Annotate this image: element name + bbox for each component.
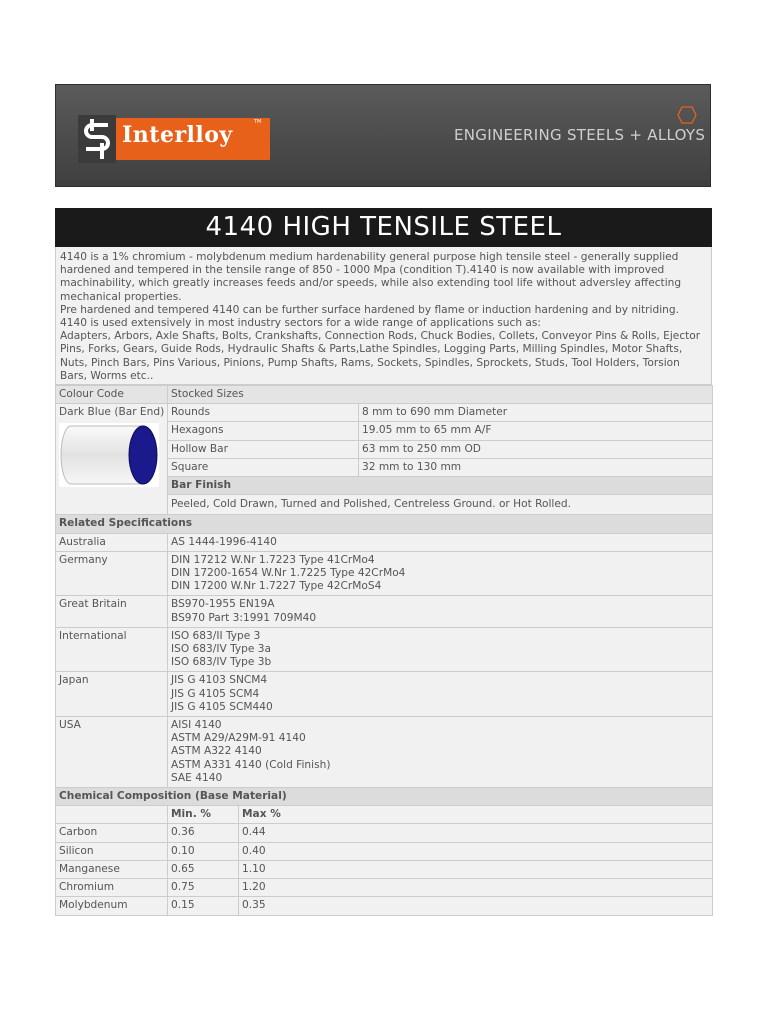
size-range: 19.05 mm to 65 mm A/F (359, 422, 713, 440)
table-row (56, 879, 713, 897)
element-max: 0.40 (239, 842, 713, 860)
related-specs-header: Related Specifications (56, 515, 713, 533)
table-row (56, 533, 713, 551)
table-row (56, 824, 713, 842)
element-max: 1.10 (239, 860, 713, 878)
tagline: ENGINEERING STEELS + ALLOYS (454, 126, 706, 144)
stocked-sizes-header: Stocked Sizes (168, 386, 713, 404)
spec-line: BS970-1955 EN19A (171, 598, 275, 611)
table-row (56, 788, 713, 806)
page-title: 4140 HIGH TENSILE STEEL (55, 208, 712, 247)
table-row (56, 515, 713, 533)
spec-values (168, 533, 713, 551)
spec-line: ISO 683/IV Type 3b (171, 656, 272, 669)
element-min: 0.36 (168, 824, 239, 842)
spec-line: ASTM A331 4140 (Cold Finish) (171, 758, 331, 771)
intro-text (55, 247, 712, 385)
element-max: 1.20 (239, 879, 713, 897)
spec-table (55, 385, 713, 916)
table-row (56, 551, 713, 596)
element-name: Carbon (56, 824, 168, 842)
element-max: 0.35 (239, 897, 713, 915)
spec-line: JIS G 4105 SCM440 (171, 700, 273, 713)
size-range: 32 mm to 130 mm (359, 458, 713, 476)
header-banner (55, 84, 711, 187)
spec-line: JIS G 4105 SCM4 (171, 687, 260, 700)
spec-country: Great Britain (56, 596, 168, 627)
bar-end-image-icon (59, 423, 159, 487)
element-min: 0.15 (168, 897, 239, 915)
table-row (56, 860, 713, 878)
colour-code-cell (56, 404, 168, 515)
element-name: Molybdenum (56, 897, 168, 915)
table-row (56, 672, 713, 717)
intro-paragraph: Adapters, Arbors, Axle Shafts, Bolts, Crankshafts, Connection Rods, Chuck Bodies, Collets, Conveyor Pins & Rolls, Ejector Pins, Forks, Gears, Guide Rods, Hydraulic Shafts & Parts,Lathe Spindles, Logging Parts, Milling Spindles, Motor Shafts, Nuts, Pinch Bars, Pins Various, Pinions, Pump Shafts, Rams, Sockets, Spindles, Sprockets, Studs, Tool Holders, Torsion Bars, Worms etc.. (60, 330, 701, 382)
table-row (56, 386, 713, 404)
hexagon-icon (677, 106, 697, 124)
spec-country: Germany (56, 551, 168, 596)
spec-values (168, 717, 713, 788)
spec-line: DIN 17200-1654 W.Nr 1.7225 Type 42CrMo4 (171, 567, 406, 580)
size-shape: Square (168, 458, 359, 476)
spec-line: DIN 17200 W.Nr 1.7227 Type 42CrMoS4 (171, 580, 382, 593)
table-row (56, 842, 713, 860)
spec-line: DIN 17212 W.Nr 1.7223 Type 41CrMo4 (171, 553, 375, 566)
chemical-composition-header: Chemical Composition (Base Material) (56, 788, 713, 806)
spec-line: ASTM A322 4140 (171, 745, 262, 758)
spec-country: USA (56, 717, 168, 788)
max-header: Max % (239, 806, 713, 824)
spec-line: BS970 Part 3:1991 709M40 (171, 611, 317, 624)
empty-cell (56, 806, 168, 824)
spec-country: Australia (56, 533, 168, 551)
element-min: 0.75 (168, 879, 239, 897)
size-range: 63 mm to 250 mm OD (359, 440, 713, 458)
intro-paragraph: 4140 is used extensively in most industry sectors for a wide range of applications such as: (60, 317, 541, 330)
element-min: 0.65 (168, 860, 239, 878)
spec-line: AISI 4140 (171, 719, 222, 732)
spec-country: International (56, 627, 168, 672)
spec-line: ASTM A29/A29M-91 4140 (171, 732, 306, 745)
element-name: Silicon (56, 842, 168, 860)
spec-line: JIS G 4103 SNCM4 (171, 674, 268, 687)
table-row (56, 897, 713, 915)
table-row (56, 717, 713, 788)
size-shape: Rounds (168, 404, 359, 422)
spec-line: AS 1444-1996-4140 (171, 535, 277, 548)
brand-logo[interactable] (78, 118, 270, 160)
size-shape: Hexagons (168, 422, 359, 440)
spec-line: SAE 4140 (171, 771, 223, 784)
colour-value: Dark Blue (Bar End) (59, 406, 165, 419)
table-row (56, 806, 713, 824)
size-shape: Hollow Bar (168, 440, 359, 458)
table-row (56, 627, 713, 672)
table-row (56, 404, 713, 422)
brand-name: Interlloy (122, 122, 233, 148)
element-max: 0.44 (239, 824, 713, 842)
spec-values (168, 551, 713, 596)
size-range: 8 mm to 690 mm Diameter (359, 404, 713, 422)
table-row (56, 596, 713, 627)
colour-code-header: Colour Code (56, 386, 168, 404)
spec-values (168, 672, 713, 717)
element-name: Manganese (56, 860, 168, 878)
element-min: 0.10 (168, 842, 239, 860)
bar-finish-value: Peeled, Cold Drawn, Turned and Polished, Centreless Ground. or Hot Rolled. (168, 495, 713, 515)
bar-finish-header: Bar Finish (168, 477, 713, 495)
intro-paragraph: 4140 is a 1% chromium - molybdenum medium hardenability general purpose high tensile steel - generally supplied hardened and tempered in the tensile range of 850 - 1000 Mpa (condition T).4140 is now available with improved machinability, which greatly increases feeds and/or speeds, while also extending tool life without adversley affecting mechanical properties. (60, 251, 682, 303)
min-header: Min. % (168, 806, 239, 824)
trademark: TM (254, 119, 262, 125)
spec-line: ISO 683/II Type 3 (171, 629, 261, 642)
spec-country: Japan (56, 672, 168, 717)
spec-values (168, 627, 713, 672)
element-name: Chromium (56, 879, 168, 897)
spec-line: ISO 683/IV Type 3a (171, 643, 272, 656)
logo-mark-icon (78, 115, 116, 163)
intro-paragraph: Pre hardened and tempered 4140 can be further surface hardened by flame or induction hardening and by nitriding. (60, 303, 679, 316)
spec-values (168, 596, 713, 627)
